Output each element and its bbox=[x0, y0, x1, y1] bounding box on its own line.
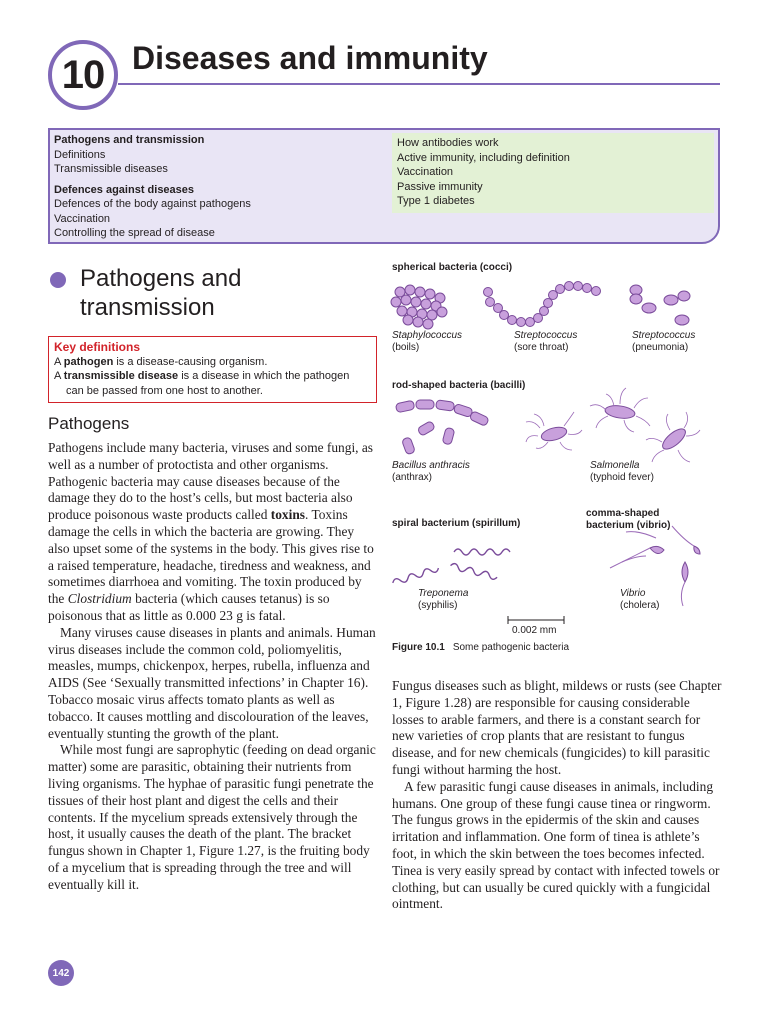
definition-continuation: can be passed from one host to another. bbox=[66, 384, 263, 397]
paragraph: Fungus diseases such as blight, mildews or rusts (see Chapter 1, Figure 1.28) are responsible for causing considerable losses to arable farmers, and there is a constant search for new varieties of crop plants that are resistant to fungus disease, and for new chemicals (fungicides) to kill parasitic fungi without harming the host. bbox=[392, 678, 722, 777]
key-definitions-box bbox=[48, 336, 377, 403]
figure-group-label: rod-shaped bacteria (bacilli) bbox=[392, 380, 526, 391]
contents-item: Defences of the body against pathogens bbox=[54, 198, 251, 210]
contents-heading: Pathogens and transmission bbox=[54, 134, 205, 146]
contents-item: Active immunity, including definition bbox=[397, 151, 570, 164]
bacteria-label: Streptococcus (pneumonia) bbox=[632, 330, 696, 353]
contents-right-column bbox=[392, 133, 714, 213]
chapter-title: Diseases and immunity bbox=[132, 40, 488, 76]
contents-item: Controlling the spread of disease bbox=[54, 227, 215, 239]
bacteria-label: Salmonella (typhoid fever) bbox=[590, 460, 654, 483]
chapter-contents-box bbox=[48, 128, 720, 244]
definition-transmissible-disease: A transmissible disease is a disease in which the pathogen bbox=[54, 370, 350, 382]
body-column-left bbox=[48, 440, 379, 894]
contents-heading: Defences against diseases bbox=[54, 183, 195, 196]
contents-item: Definitions bbox=[54, 148, 106, 161]
page-number: 142 bbox=[48, 960, 74, 986]
figure-group-label: spiral bacterium (spirillum) bbox=[392, 518, 521, 529]
paragraph: A few parasitic fungi cause diseases in animals, including humans. One group of these fungi cause tinea or ringworm. The fungus grows in the epidermis of the skin and causes irritation and inflammation. One form of tinea is athlete’s foot, in which the skin between the toes becomes infected. Tinea is very easily spread by contact with infected towels or clothing, but can usually be cured quickly with a fungicidal ointment. bbox=[392, 778, 720, 912]
key-definitions-title: Key definitions bbox=[54, 340, 141, 354]
contents-item: How antibodies work bbox=[397, 137, 499, 149]
bacteria-label: Treponema (syphilis) bbox=[418, 588, 469, 611]
bacteria-label: Staphylococcus (boils) bbox=[392, 330, 463, 353]
scale-bar-label: 0.002 mm bbox=[512, 625, 557, 636]
body-column-right bbox=[392, 678, 722, 913]
chapter-number-badge bbox=[48, 40, 118, 110]
subheading-pathogens: Pathogens bbox=[48, 414, 130, 433]
figure-group-label: comma-shaped bacterium (vibrio) bbox=[586, 508, 671, 531]
definition-pathogen: A pathogen is a disease-causing organism. bbox=[54, 355, 268, 368]
figure-caption: Figure 10.1 Some pathogenic bacteria bbox=[392, 642, 569, 653]
contents-left-column bbox=[54, 133, 251, 241]
contents-item: Vaccination bbox=[397, 166, 454, 178]
bacteria-label: Vibrio (cholera) bbox=[620, 588, 660, 611]
contents-item: Type 1 diabetes bbox=[397, 195, 475, 207]
figure-group-label: spherical bacteria (cocci) bbox=[392, 262, 513, 273]
chapter-title-rule bbox=[118, 83, 720, 85]
contents-item: Passive immunity bbox=[397, 180, 483, 193]
contents-item: Vaccination bbox=[54, 212, 111, 225]
bacteria-label: Bacillus anthracis (anthrax) bbox=[392, 460, 470, 483]
section-heading: Pathogens and transmission bbox=[80, 265, 242, 321]
bacteria-label: Streptococcus (sore throat) bbox=[514, 330, 578, 353]
figure-pathogenic-bacteria bbox=[388, 256, 728, 656]
paragraph: Many viruses cause diseases in plants and animals. Human virus diseases include the common cold, poliomyelitis, measles, mumps, chickenpox, herpes, rubella, influenza and AIDS (See ‘Sexually transmitted infections’ in Chapter 16). Tobacco mosaic virus affects tomato plants as well as tobacco. It causes mottling and discolouration of the leaves, eventually stunting the growth of the plant. bbox=[48, 624, 376, 741]
contents-item: Transmissible diseases bbox=[54, 163, 168, 175]
chapter-number: 10 bbox=[61, 52, 105, 97]
paragraph: Pathogens include many bacteria, viruses and some fungi, as well as a number of protoctista and other organisms. Pathogenic bacteria may cause diseases because of the damage they do to the host’s cells, but most bacteria also produce poisonous waste products called toxins. Toxins damage the cells in which the bacteria are growing. They also upset some of the systems in the body. This gives rise to a raised temperature, headache, tiredness and weakness, and sometimes diarrhoea and vomiting. The toxin produced by the Clostridium bacteria (which causes tetanus) is so poisonous that as little as 0.000 23 g is fatal. bbox=[48, 440, 374, 623]
paragraph: While most fungi are saprophytic (feeding on dead organic matter) some are parasitic, obtaining their nutrients from living organisms. The hyphae of parasitic fungi penetrate the tissues of their host plant and digest the cells and their contents. If the mycelium spreads extensively through the host, it usually causes the death of the plant. The bracket fungus shown in Chapter 1, Figure 1.27, is the fruiting body of a mycelium that is spreading through the tree and will eventually kill it. bbox=[48, 742, 376, 892]
section-bullet-icon bbox=[50, 272, 66, 288]
